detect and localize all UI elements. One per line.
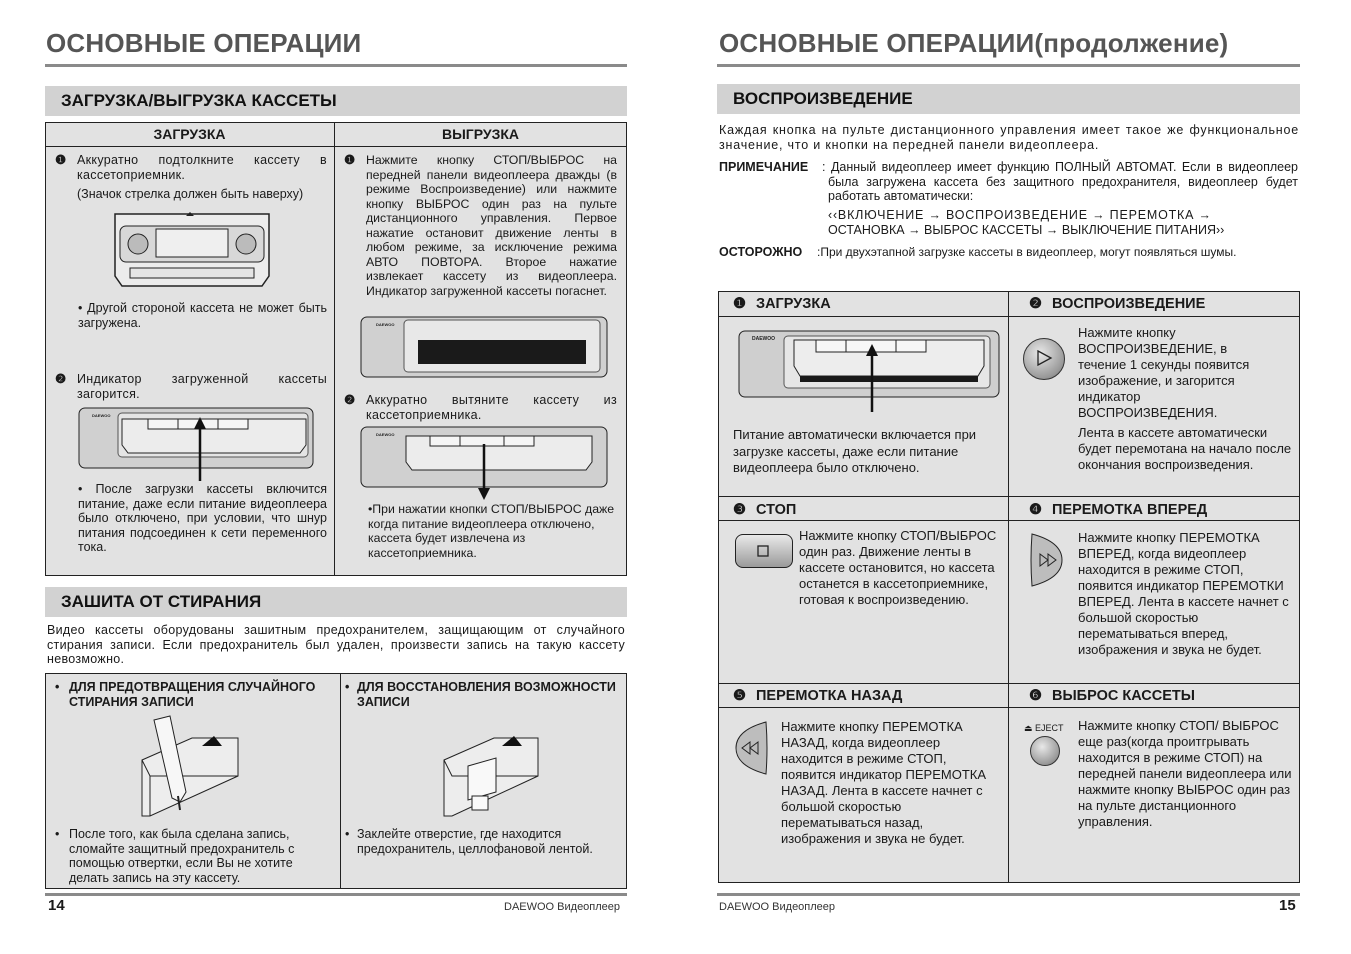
rewind-button-illustration (734, 720, 770, 776)
cell1-title: ЗАГРУЗКА (756, 296, 831, 312)
left-footer-rule (45, 893, 627, 896)
note-label: ПРИМЕЧАНИЕ (719, 160, 809, 174)
right-page-title: ОСНОВНЫЕ ОПЕРАЦИИ(продолжение) (719, 28, 1229, 58)
vcr-eject-illustration (360, 426, 608, 488)
eject-label: ⏏ EJECT (1024, 723, 1064, 733)
cell2-title: ВОСПРОИЗВЕДЕНИЕ (1052, 296, 1206, 312)
right-title-rule (717, 64, 1300, 67)
cell5-number: ❺ (733, 688, 746, 704)
tape-cover-illustration (440, 716, 540, 818)
load-step2-text: Индикатор загруженной кассеты загорится. (77, 372, 327, 401)
col-load-header: ЗАГРУЗКА (153, 126, 226, 142)
play-icon (1036, 350, 1052, 366)
protect-col2-text: Заклейте отверстие, где находится предохранитель, целлофановой лентой. (357, 827, 593, 856)
unload-step2-number: ❷ (344, 393, 356, 407)
left-page-title: ОСНОВНЫЕ ОПЕРАЦИИ (46, 28, 362, 58)
vcr-front-panel-illustration (738, 330, 1000, 400)
right-footer-rule (717, 893, 1300, 896)
left-footer: DAEWOO Видеоплеер (504, 901, 621, 913)
load-step1-note: (Значок стрелка должен быть наверху) (77, 187, 304, 201)
unload-bullet: •При нажатии кнопки СТОП/ВЫБРОС даже когда питание видеоплеера отключено, кассета будет извлечена из кассетоприемника. (368, 502, 615, 560)
note-sequence-1: ‹‹ВКЛЮЧЕНИЕ → ВОСПРОИЗВЕДЕНИЕ → ПЕРЕМОТКА → (828, 208, 1212, 222)
cell5-title: ПЕРЕМОТКА НАЗАД (756, 688, 903, 704)
cell1-text: Питание автоматически включается при загрузке кассеты, даже если питание видеоплеера было отключено. (733, 427, 977, 475)
right-footer: DAEWOO Видеоплеер (719, 901, 836, 913)
cell3-number: ❸ (733, 502, 746, 518)
caution-text: :При двухэтапной загрузке кассеты в видеоплеер, могут появляться шумы. (817, 245, 1237, 259)
load-bullet2: • После загрузки кассеты включится питание, даже если питание видеоплеера было отключено, при условии, что шнур питания подсоединен к сети переменного тока. (78, 482, 327, 554)
playback-intro: Каждая кнопка на пульте дистанционного управления имеет такое же функциональное значение, что и кнопки на передней панели видеоплеера. (719, 123, 1299, 152)
cell3-title: СТОП (756, 502, 797, 518)
protect-intro: Видео кассеты оборудованы зашитным предохранителем, защищающим от случайного стирания записи. Если предохранитель был удален, произвести запись на такую кассету невозможно. (47, 623, 625, 666)
cassette-illustration (112, 210, 272, 290)
cell5-text: Нажмите кнопку ПЕРЕМОТКА НАЗАД, когда видеоплеер находится в режиме СТОП, появится индикатор ПЕРЕМОТКА НАЗАД. Лента в кассете начнет с большой скоростью перематываться назад, изображения и звука не будет. (781, 719, 987, 846)
unload-step2-text: Аккуратно вытяните кассету из кассетоприемника. (366, 393, 617, 422)
cell4-title: ПЕРЕМОТКА ВПЕРЕД (1052, 502, 1208, 518)
cell2-text: Нажмите кнопку ВОСПРОИЗВЕДЕНИЕ, в течение 1 секунды появится изображение, и загорится индикатор ВОСПРОИЗВЕДЕНИЯ. (1078, 325, 1250, 420)
cell6-number: ❻ (1029, 688, 1042, 704)
vcr-loaded-illustration (78, 407, 314, 469)
unload-step1-text: Нажмите кнопку СТОП/ВЫБРОС на передней панели видеоплеера дважды (в режиме Воспроизведение) или нажмите кнопку ВЫБРОС один раз на пульте дистанционного управления. Первое нажатие остановит движение ленты в любом режиме, за исключение режима АВТО ПОВТОРА. Второе нажатие извлекает кассету из видеоплеера. Индикатор загруженной кассеты погаснет. (366, 153, 617, 298)
cell3-text: Нажмите кнопку СТОП/ВЫБРОС один раз. Движение ленты в кассете остановится, но кассета останется в кассетоприемнике, готовая к воспроизведению. (799, 528, 997, 607)
load-step1-number: ❶ (55, 153, 67, 167)
unload-step1-number: ❶ (344, 153, 356, 167)
break-tab-illustration (140, 716, 240, 818)
fast-forward-button-illustration (1028, 532, 1064, 588)
playback-section-title: ВОСПРОИЗВЕДЕНИЕ (717, 84, 1300, 114)
caution-label: ОСТОРОЖНО (719, 245, 803, 259)
load-section-title: ЗАГРУЗКА/ВЫГРУЗКА КАССЕТЫ (45, 86, 627, 116)
svg-text:DAEWOO: DAEWOO (752, 336, 776, 342)
protect-col1-text: После того, как была сделана запись, сломайте защитный предохранитель с помощью отвертки, если Вы не хотите делать запись на эту кассету. (69, 827, 295, 885)
cell1-number: ❶ (733, 296, 746, 312)
right-page-number: 15 (1279, 897, 1296, 914)
note-text: : Данный видеоплеер имеет функцию ПОЛНЫЙ АВТОМАТ. Если в видеоплеер была загружена кассета без защитного предохранителя, видеоплеер будет работать автоматически: (822, 160, 1298, 203)
left-page-number: 14 (48, 897, 65, 914)
protect-section-title: ЗАШИТА ОТ СТИРАНИЯ (45, 587, 627, 617)
cell2-number: ❷ (1029, 296, 1042, 312)
svg-text:DAEWOO: DAEWOO (376, 432, 395, 437)
daewoo-logo-text: DAEWOO (92, 413, 111, 418)
eject-button-illustration (1030, 736, 1060, 766)
cell6-title: ВЫБРОС КАССЕТЫ (1052, 688, 1195, 704)
col-unload-header: ВЫГРУЗКА (441, 126, 520, 142)
load-bullet1: • Другой стороной кассета не может быть загружена. (78, 301, 327, 330)
cell4-number: ❹ (1029, 502, 1042, 518)
left-title-rule (45, 64, 627, 67)
note-sequence-2: ОСТАНОВКА → ВЫБРОС КАССЕТЫ → ВЫКЛЮЧЕНИЕ ПИТАНИЯ›› (828, 223, 1225, 237)
protect-col1-head: ДЛЯ ПРЕДОТВРАЩЕНИЯ СЛУЧАЙНОГО СТИРАНИЯ ЗАПИСИ (69, 680, 316, 709)
svg-text:DAEWOO: DAEWOO (376, 322, 395, 327)
cell6-text: Нажмите кнопку СТОП/ ВЫБРОС еще раз(когда проитгрывать находится в режиме СТОП) на передней панели видеоплеера или нажмите кнопку ВЫБРОС один раз на пульте дистанционного управления. (1078, 718, 1292, 829)
cell4-text: Нажмите кнопку ПЕРЕМОТКА ВПЕРЕД, когда видеоплеер находится в режиме СТОП, появится индикатор ПЕРЕМОТКИ ВПЕРЕД. Лента в кассете начнет с большой скоростью перематываться вперед, изображения и звука не будет. (1078, 530, 1289, 657)
load-step1-text: Аккуратно подтолкните кассету в кассетоприемник. (77, 153, 327, 182)
protect-col2-head: ДЛЯ ВОССТАНОВЛЕНИЯ ВОЗМОЖНОСТИ ЗАПИСИ (357, 680, 616, 709)
vcr-empty-illustration (360, 316, 608, 378)
load-step2-number: ❷ (55, 372, 67, 386)
stop-icon (757, 545, 769, 557)
cell2-text2: Лента в кассете автоматически будет перемотана на начало после окончания воспроизведения. (1078, 425, 1292, 472)
